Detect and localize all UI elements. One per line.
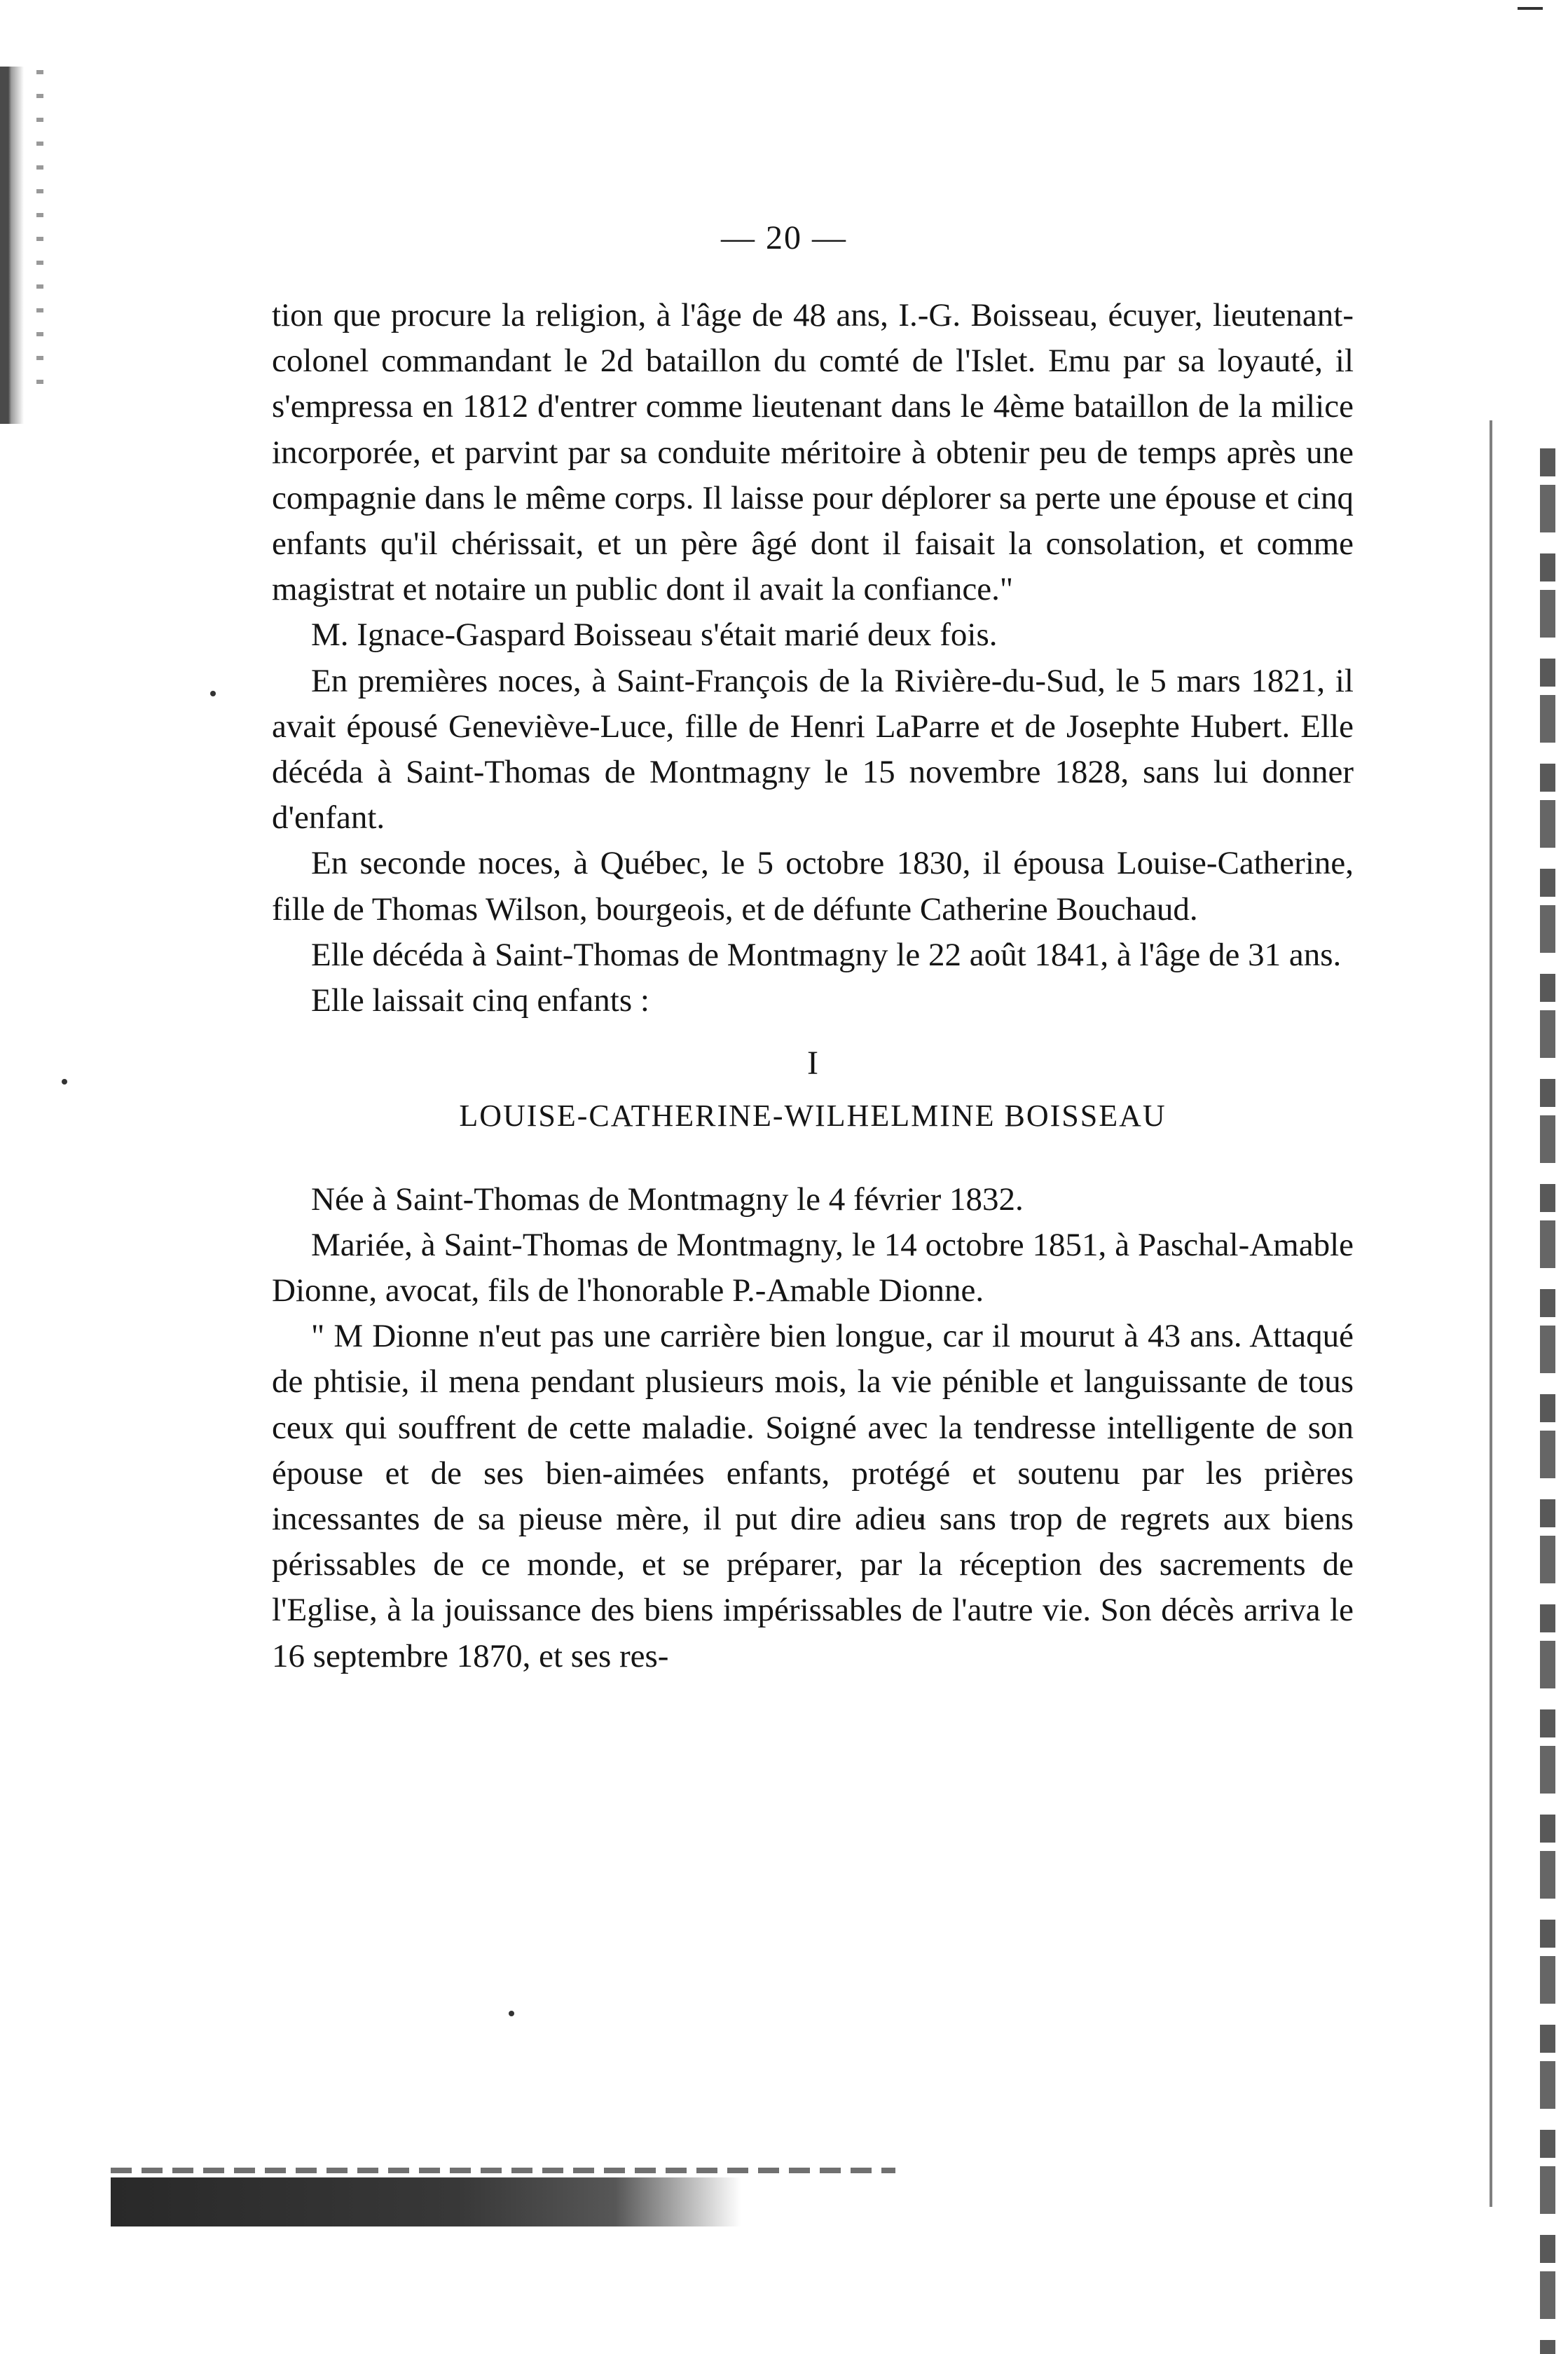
scan-speck [509,2011,514,2016]
section-title: LOUISE-CATHERINE-WILHELMINE BOISSEAU [459,1099,1167,1134]
paragraph: Née à Saint-Thomas de Montmagny le 4 février 1832. [311,1181,1024,1218]
body-text [272,293,1354,1679]
scan-artifact-right-line [1490,420,1492,2207]
paragraph: M. Ignace-Gaspard Boisseau s'était marié deux fois. [311,617,998,654]
paragraph: Mariée, à Saint-Thomas de Montmagny, le 14 octobre 1851, à Paschal-Amable Dionne, avocat, fils de l'honorable P.-Amable Dionne. [272,1226,1354,1309]
scan-artifact-bottom-dashes [111,2168,895,2173]
scan-artifact-right-edge [1540,448,1555,2354]
scan-speck [62,1079,67,1085]
paragraph: Elle décéda à Saint-Thomas de Montmagny le 22 août 1841, à l'âge de 31 ans. [311,936,1342,973]
page-number: — 20 — [721,219,847,256]
paragraph: Elle laissait cinq enfants : [311,982,649,1019]
section-number: I [807,1045,818,1082]
paragraph: En seconde noces, à Québec, le 5 octobre 1830, il épousa Louise-Catherine, fille de Thomas Wilson, bourgeois, et de défunte Catherine Bouchaud. [272,845,1354,928]
scan-artifact-bottom-edge [111,2177,741,2226]
scan-artifact-top-right [1518,7,1543,10]
paragraph: tion que procure la religion, à l'âge de 48 ans, I.-G. Boisseau, écuyer, lieutenant-colonel commandant le 2d bataillon du comté de l'Islet. Emu par sa loyauté, il s'empressa en 1812 d'entrer comme lieutenant dans le 4ème bataillon de la milice incorporée, et parvint par sa conduite méritoire à obtenir peu de temps après une compagnie dans le même corps. Il laisse pour déplorer sa perte une épouse et cinq enfants qu'il chérissait, et un père âgé dont il faisait la consolation, et comme magistrat et notaire un public dont il avait la confiance." [272,297,1354,608]
paragraph: " M Dionne n'eut pas une carrière bien longue, car il mourut à 43 ans. Attaqué de phtisie, il mena pendant plusieurs mois, la vie pénible et languissante de tous ceux qui souffrent de cette maladie. Soigné avec la tendresse intelligente de son épouse et de ses bien-aimées enfants, protégé et soutenu par les prières incessantes de sa pieuse mère, il put dire adieu sans trop de regrets aux biens périssables de ce monde, et se préparer, par la réception des sacrements de l'Eglise, à la jouissance des biens impérissables de l'autre vie. Son décès arriva le 16 septembre 1870, et ses res- [272,1318,1354,1674]
paragraph: En premières noces, à Saint-François de la Rivière-du-Sud, le 5 mars 1821, il avait épousé Geneviève-Luce, fille de Henri LaParre et de Josephte Hubert. Elle décéda à Saint-Thomas de Montmagny le 15 novembre 1828, sans lui donner d'enfant. [272,662,1354,837]
scan-speck [210,691,216,696]
